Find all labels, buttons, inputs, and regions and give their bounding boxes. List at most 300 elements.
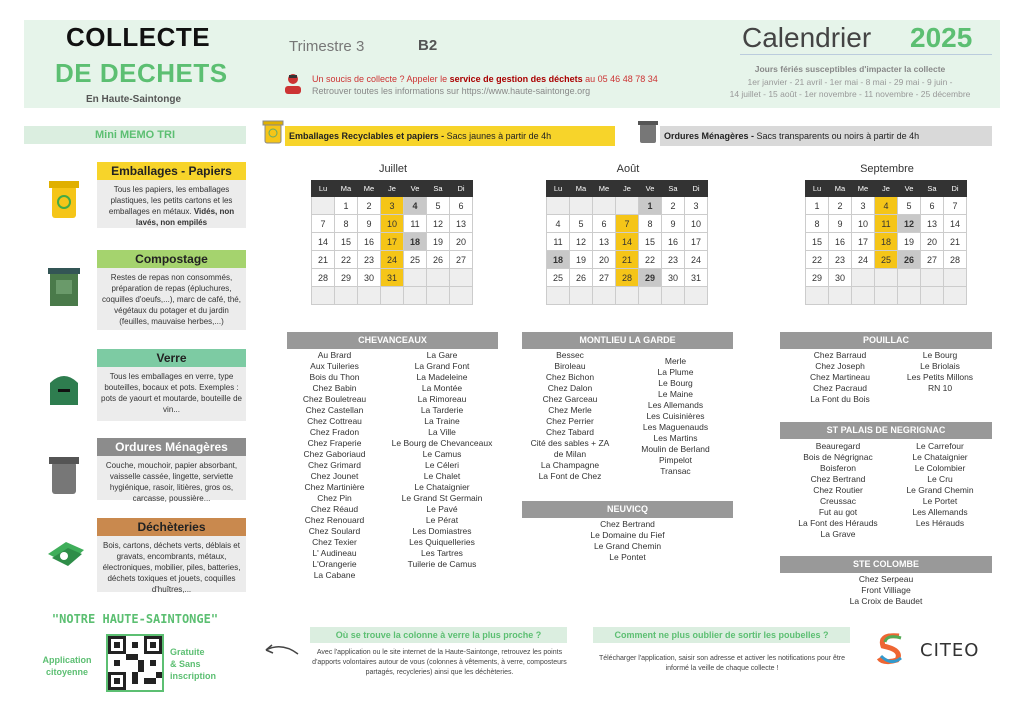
day-cell: 7	[944, 197, 967, 215]
locality-name: Cité des sables + ZA	[530, 438, 610, 448]
recycling-center-icon	[46, 532, 86, 577]
locality-name: Le Domaine du Fief	[590, 530, 665, 540]
locality-name: Les Tartres	[421, 548, 463, 558]
day-cell: 7	[616, 215, 639, 233]
zone-list-stecolombe	[780, 574, 992, 607]
empty-cell	[898, 269, 921, 287]
empty-cell	[921, 287, 944, 305]
memo-card	[97, 162, 246, 228]
locality-name: Chez Babin	[312, 383, 357, 393]
day-cell: 20	[450, 233, 473, 251]
empty-cell	[547, 197, 570, 215]
locality-name: Le Céleri	[424, 460, 460, 470]
day-cell: 20	[921, 233, 944, 251]
month-name: Août	[616, 163, 640, 175]
day-cell: 24	[685, 251, 708, 269]
day-cell: 18	[547, 251, 570, 269]
memo-card	[97, 518, 246, 592]
day-cell: 10	[381, 215, 404, 233]
locality-name: La Grand Font	[414, 361, 470, 371]
empty-cell	[358, 287, 381, 305]
zone-header-chevanceaux: CHEVANCEAUX	[287, 332, 498, 349]
day-cell: 4	[547, 215, 570, 233]
locality-name: Les Petits Millons	[906, 372, 974, 382]
empty-cell	[427, 287, 450, 305]
locality-name: Le Bourg	[922, 350, 958, 360]
locality-name: de Milan	[553, 449, 587, 459]
day-cell: 15	[639, 233, 662, 251]
weekday-header: Ma	[570, 181, 593, 197]
compost-bin-icon	[46, 264, 82, 313]
zone-header-neuvicq: NEUVICQ	[522, 501, 733, 518]
locality-name: Les Domiastres	[412, 526, 472, 536]
locality-name: L' Audineau	[312, 548, 357, 558]
legend-grey: Ordures Ménagères - Sacs transparents ou noirs à partir de 4h	[660, 126, 992, 146]
locality-name: La Grave	[820, 529, 856, 539]
zone-list-montlieu-2	[628, 356, 723, 477]
day-cell: 3	[685, 197, 708, 215]
zone-list-stpalais-2	[895, 441, 985, 529]
day-cell: 4	[404, 197, 427, 215]
empty-cell	[921, 269, 944, 287]
day-cell: 28	[944, 251, 967, 269]
locality-name: Le Pérat	[425, 515, 459, 525]
empty-cell	[570, 197, 593, 215]
weekday-header: Sa	[427, 181, 450, 197]
yellow-bin-icon	[46, 176, 82, 225]
locality-name: Chez Bichon	[545, 372, 595, 382]
memo-card-body: Couche, mouchoir, papier absorbant, vaisselle cassée, lingette, serviette hygiénique, rasoir, litières, gros os, carcasse, poussière...	[105, 461, 238, 503]
empty-cell	[381, 287, 404, 305]
locality-name: Bois du Thon	[309, 372, 360, 382]
locality-name: Merle	[664, 356, 687, 366]
weekday-header: Ma	[829, 181, 852, 197]
zone-list-chevanceaux-2	[382, 350, 502, 570]
day-cell: 16	[829, 233, 852, 251]
locality-name: Au Brard	[317, 350, 352, 360]
day-cell: 12	[427, 215, 450, 233]
weekday-header: Lu	[312, 181, 335, 197]
day-cell: 1	[639, 197, 662, 215]
glass-container-icon	[46, 363, 82, 412]
locality-name: Le Pavé	[426, 504, 458, 514]
day-cell: 27	[450, 251, 473, 269]
day-cell: 2	[662, 197, 685, 215]
day-cell: 25	[547, 269, 570, 287]
locality-name: Bois de Négrignac	[803, 452, 873, 462]
day-cell: 29	[806, 269, 829, 287]
locality-name: Creussac	[820, 496, 856, 506]
day-cell: 8	[806, 215, 829, 233]
day-cell: 21	[616, 251, 639, 269]
month-name: Juillet	[378, 163, 408, 175]
empty-cell	[852, 269, 875, 287]
day-cell: 27	[593, 269, 616, 287]
locality-name: Chez Tabard	[545, 427, 595, 437]
day-cell: 11	[875, 215, 898, 233]
weekday-header: Di	[450, 181, 473, 197]
calendar-title: Calendrier	[742, 22, 872, 53]
day-cell: 6	[593, 215, 616, 233]
weekday-header: Di	[685, 181, 708, 197]
locality-name: La Croix de Baudet	[849, 596, 923, 606]
phone-icon	[283, 73, 303, 100]
empty-cell	[593, 197, 616, 215]
website-line[interactable]: Retrouver toutes les informations sur https://www.haute-saintonge.org	[312, 86, 591, 96]
empty-cell	[616, 287, 639, 305]
empty-cell	[662, 287, 685, 305]
locality-name: Front Villiage	[861, 585, 911, 595]
locality-name: Chez Jounet	[310, 471, 359, 481]
locality-name: Biroleau	[554, 361, 586, 371]
day-cell: 6	[450, 197, 473, 215]
day-cell: 5	[898, 197, 921, 215]
day-cell: 26	[570, 269, 593, 287]
day-cell: 8	[335, 215, 358, 233]
subtitle: En Haute-Saintonge	[86, 94, 182, 105]
empty-cell	[450, 269, 473, 287]
memo-card	[97, 349, 246, 421]
locality-name: Chez Cottreau	[307, 416, 362, 426]
locality-name: La Champagne	[540, 460, 600, 470]
day-cell: 14	[616, 233, 639, 251]
day-cell: 14	[944, 215, 967, 233]
qr-code[interactable]	[106, 634, 164, 692]
locality-name: Les Cuisinières	[646, 411, 705, 421]
day-cell: 20	[593, 251, 616, 269]
weekday-header: Lu	[547, 181, 570, 197]
memo-card-title: Verre	[97, 349, 246, 367]
locality-name: Les Allemands	[647, 400, 704, 410]
empty-cell	[312, 287, 335, 305]
locality-name: Les Maguenauds	[642, 422, 709, 432]
locality-name: Le Carrefour	[916, 441, 964, 451]
locality-name: L'Orangerie	[312, 559, 357, 569]
year-label: 2025	[910, 22, 973, 53]
day-cell: 22	[806, 251, 829, 269]
zone-list-pouillac-1	[795, 350, 885, 405]
locality-name: Chez Martineau	[809, 372, 870, 382]
household-bin-icon	[46, 452, 82, 501]
locality-name: La Montée	[421, 383, 463, 393]
locality-name: Chez Soulard	[308, 526, 361, 536]
locality-name: Bessec	[556, 350, 584, 360]
locality-name: Chez Bouletreau	[302, 394, 367, 404]
weekday-header: Sa	[662, 181, 685, 197]
day-cell: 17	[852, 233, 875, 251]
locality-name: Chez Barraud	[813, 350, 867, 360]
grey-bin-icon	[637, 118, 659, 149]
month-name: Septembre	[860, 163, 914, 175]
locality-name: La Font des Hérauds	[798, 518, 878, 528]
day-cell: 10	[852, 215, 875, 233]
day-cell: 9	[662, 215, 685, 233]
locality-name: Chez Réaud	[310, 504, 359, 514]
locality-name: Les Hérauds	[915, 518, 965, 528]
day-cell: 1	[335, 197, 358, 215]
day-cell: 7	[312, 215, 335, 233]
locality-name: La Ville	[428, 427, 456, 437]
locality-name: Les Allemands	[912, 507, 968, 517]
memo-card-title: Compostage	[97, 250, 246, 268]
trimestre-label: Trimestre 3	[289, 38, 365, 55]
locality-name: Le Grand Chemin	[593, 541, 662, 551]
locality-name: RN 10	[927, 383, 953, 393]
day-cell: 2	[829, 197, 852, 215]
empty-cell	[898, 287, 921, 305]
zone-label: B2	[418, 37, 438, 54]
day-cell: 30	[358, 269, 381, 287]
day-cell: 26	[427, 251, 450, 269]
zone-list-stpalais-1	[788, 441, 888, 540]
day-cell: 12	[570, 233, 593, 251]
day-cell: 18	[404, 233, 427, 251]
empty-cell	[547, 287, 570, 305]
day-cell: 11	[547, 233, 570, 251]
locality-name: Chez Merle	[548, 405, 592, 415]
empty-cell	[639, 287, 662, 305]
locality-name: Le Chalet	[423, 471, 461, 481]
day-cell: 28	[312, 269, 335, 287]
locality-name: Chez Dalon	[547, 383, 593, 393]
empty-cell	[806, 287, 829, 305]
locality-name: Boisferon	[820, 463, 856, 473]
day-cell: 30	[662, 269, 685, 287]
yellow-bin-icon	[262, 118, 284, 149]
locality-name: Chez Martinière	[304, 482, 365, 492]
weekday-header: Di	[944, 181, 967, 197]
day-cell: 16	[662, 233, 685, 251]
weekday-header: Sa	[921, 181, 944, 197]
empty-cell	[875, 269, 898, 287]
day-cell: 5	[427, 197, 450, 215]
day-cell: 3	[381, 197, 404, 215]
locality-name: La Tarderie	[420, 405, 464, 415]
day-cell: 6	[921, 197, 944, 215]
memo-card-title: Déchèteries	[97, 518, 246, 536]
locality-name: Le Grand Chemin	[906, 485, 974, 495]
day-cell: 21	[312, 251, 335, 269]
memo-card	[97, 250, 246, 330]
day-cell: 18	[875, 233, 898, 251]
empty-cell	[427, 269, 450, 287]
answer-poubelles: Télécharger l'application, saisir son adresse et activer les notifications pour être informé la veille de chaque collecte !	[598, 655, 846, 672]
day-cell: 25	[875, 251, 898, 269]
locality-name: Chez Joseph	[815, 361, 865, 371]
arrow-left-icon	[260, 640, 300, 665]
locality-name: Le Cru	[927, 474, 953, 484]
weekday-header: Me	[852, 181, 875, 197]
month-calendar	[805, 180, 967, 305]
contact-line: Un soucis de collecte ? Appeler le service de gestion des déchets au 05 46 48 78 34	[312, 74, 658, 84]
locality-name: Chez Texier	[312, 537, 357, 547]
empty-cell	[852, 287, 875, 305]
day-cell: 29	[335, 269, 358, 287]
locality-name: Le Pontet	[609, 552, 646, 562]
day-cell: 17	[685, 233, 708, 251]
locality-name: Chez Garceau	[542, 394, 598, 404]
app-label: Application citoyenne	[42, 655, 92, 677]
empty-cell	[593, 287, 616, 305]
locality-name: Le Bourg de Chevanceaux	[391, 438, 493, 448]
locality-name: Le Portet	[922, 496, 958, 506]
locality-name: La Cabane	[313, 570, 356, 580]
empty-cell	[616, 197, 639, 215]
citeo-logo: CITEO	[920, 640, 980, 661]
locality-name: La Rimoreau	[417, 394, 467, 404]
locality-name: La Traine	[424, 416, 460, 426]
day-cell: 19	[570, 251, 593, 269]
zone-list-montlieu-1	[520, 350, 620, 482]
locality-name: Chez Fradon	[309, 427, 360, 437]
day-cell: 29	[639, 269, 662, 287]
day-cell: 16	[358, 233, 381, 251]
zone-header-pouillac: POUILLAC	[780, 332, 992, 349]
memo-card	[97, 438, 246, 503]
day-cell: 13	[450, 215, 473, 233]
empty-cell	[944, 287, 967, 305]
locality-name: La Font de Chez	[538, 471, 602, 481]
locality-name: Les Martins	[653, 433, 698, 443]
locality-name: Transac	[660, 466, 691, 476]
title-line1: COLLECTE	[66, 22, 211, 52]
holidays-title: Jours fériés susceptibles d'impacter la collecte	[754, 64, 946, 74]
title-line2: DE DECHETS	[55, 58, 228, 88]
locality-name: Fut au got	[818, 507, 858, 517]
empty-cell	[570, 287, 593, 305]
weekday-header: Ma	[335, 181, 358, 197]
month-calendar	[546, 180, 708, 305]
memo-card-title: Ordures Ménagères	[97, 438, 246, 456]
memo-card-body: Tous les papiers, les emballages plastiques, les petits cartons et les emballages en métaux. Vidés, non lavés, non empilés	[108, 185, 235, 227]
locality-name: La Plume	[657, 367, 694, 377]
day-cell: 2	[358, 197, 381, 215]
day-cell: 19	[427, 233, 450, 251]
weekday-header: Je	[381, 181, 404, 197]
weekday-header: Je	[875, 181, 898, 197]
weekday-header: Ve	[898, 181, 921, 197]
locality-name: Le Maine	[658, 389, 693, 399]
weekday-header: Ve	[404, 181, 427, 197]
locality-name: Moulin de Berland	[641, 444, 710, 454]
locality-name: Chez Bertrand	[600, 519, 655, 529]
locality-name: Pimpelot	[658, 455, 693, 465]
day-cell: 5	[570, 215, 593, 233]
day-cell: 23	[829, 251, 852, 269]
locality-name: Chez Fraperie	[307, 438, 362, 448]
day-cell: 22	[335, 251, 358, 269]
day-cell: 31	[685, 269, 708, 287]
memo-title: Mini MEMO TRI	[24, 126, 246, 144]
locality-name: Le Colombier	[914, 463, 966, 473]
question-verre: Où se trouve la colonne à verre la plus proche ?	[310, 627, 567, 643]
month-calendar	[311, 180, 473, 305]
day-cell: 13	[593, 233, 616, 251]
zone-list-chevanceaux-1	[287, 350, 382, 581]
locality-name: Chez Gaboriaud	[303, 449, 366, 459]
zone-list-pouillac-2	[895, 350, 985, 394]
locality-name: Chez Perrier	[546, 416, 594, 426]
day-cell: 17	[381, 233, 404, 251]
locality-name: Chez Bertrand	[810, 474, 866, 484]
day-cell: 14	[312, 233, 335, 251]
day-cell: 25	[404, 251, 427, 269]
day-cell: 24	[852, 251, 875, 269]
locality-name: Le Briolais	[920, 361, 960, 371]
locality-name: Chez Pin	[317, 493, 352, 503]
day-cell: 11	[404, 215, 427, 233]
day-cell: 19	[898, 233, 921, 251]
locality-name: Le Chataignier	[414, 482, 470, 492]
weekday-header: Lu	[806, 181, 829, 197]
empty-cell	[404, 287, 427, 305]
day-cell: 23	[358, 251, 381, 269]
day-cell: 1	[806, 197, 829, 215]
zone-list-neuvicq	[522, 519, 733, 563]
locality-name: Chez Serpeau	[858, 574, 914, 584]
memo-card-body: Tous les emballages en verre, type bouteilles, bocaux et pots. Exemples : pots de yaourt et moutarde, bouteille de vin...	[101, 372, 242, 414]
free-label: Gratuite & Sans inscription	[170, 647, 217, 681]
locality-name: Chez Castellan	[305, 405, 364, 415]
answer-verre: Avec l'application ou le site internet de la Haute-Saintonge, retrouvez les points d'apports volontaires autour de vous (colonnes à vêtements, à verre, composteurs partagés, recycleries) ainsi que les déchèteries.	[312, 649, 567, 676]
locality-name: Le Camus	[422, 449, 462, 459]
day-cell: 28	[616, 269, 639, 287]
haute-saintonge-logo	[873, 628, 909, 675]
question-poubelles: Comment ne plus oublier de sortir les poubelles ?	[593, 627, 850, 643]
memo-card-title: Emballages - Papiers	[97, 162, 246, 180]
zone-header-stecolombe: STE COLOMBE	[780, 556, 992, 573]
empty-cell	[875, 287, 898, 305]
day-cell: 30	[829, 269, 852, 287]
day-cell: 31	[381, 269, 404, 287]
empty-cell	[450, 287, 473, 305]
locality-name: Beauregard	[815, 441, 861, 451]
locality-name: Le Chataignier	[912, 452, 968, 462]
day-cell: 27	[921, 251, 944, 269]
empty-cell	[335, 287, 358, 305]
day-cell: 26	[898, 251, 921, 269]
weekday-header: Ve	[639, 181, 662, 197]
day-cell: 4	[875, 197, 898, 215]
holidays-list: 1er janvier - 21 avril - 1er mai - 8 mai - 29 mai - 9 juin - 14 juillet - 15 août - 1er novembre - 11 novembre - 25 décembre	[729, 77, 971, 99]
notre-haute-saintonge: "NOTRE HAUTE-SAINTONGE"	[51, 612, 219, 626]
day-cell: 9	[358, 215, 381, 233]
day-cell: 15	[806, 233, 829, 251]
empty-cell	[944, 269, 967, 287]
locality-name: Chez Grimard	[308, 460, 361, 470]
day-cell: 22	[639, 251, 662, 269]
locality-name: Le Grand St Germain	[401, 493, 483, 503]
locality-name: Le Bourg	[658, 378, 693, 388]
locality-name: La Madeleine	[416, 372, 468, 382]
day-cell: 15	[335, 233, 358, 251]
locality-name: Chez Routier	[813, 485, 863, 495]
empty-cell	[685, 287, 708, 305]
divider	[740, 54, 992, 55]
zone-header-montlieu: MONTLIEU LA GARDE	[522, 332, 733, 349]
day-cell: 9	[829, 215, 852, 233]
weekday-header: Me	[358, 181, 381, 197]
locality-name: Aux Tuileries	[310, 361, 359, 371]
memo-card-body: Restes de repas non consommés, préparation de repas (épluchures, coquilles d'oeufs,...), marc de café, thé, végétaux du potager et du jardin (feuilles, mauvaise herbes,...)	[102, 273, 241, 326]
day-cell: 24	[381, 251, 404, 269]
locality-name: Les Quiquelleries	[409, 537, 475, 547]
empty-cell	[404, 269, 427, 287]
day-cell: 3	[852, 197, 875, 215]
zone-header-stpalais: ST PALAIS DE NEGRIGNAC	[780, 422, 992, 439]
weekday-header: Me	[593, 181, 616, 197]
locality-name: Chez Renouard	[304, 515, 365, 525]
